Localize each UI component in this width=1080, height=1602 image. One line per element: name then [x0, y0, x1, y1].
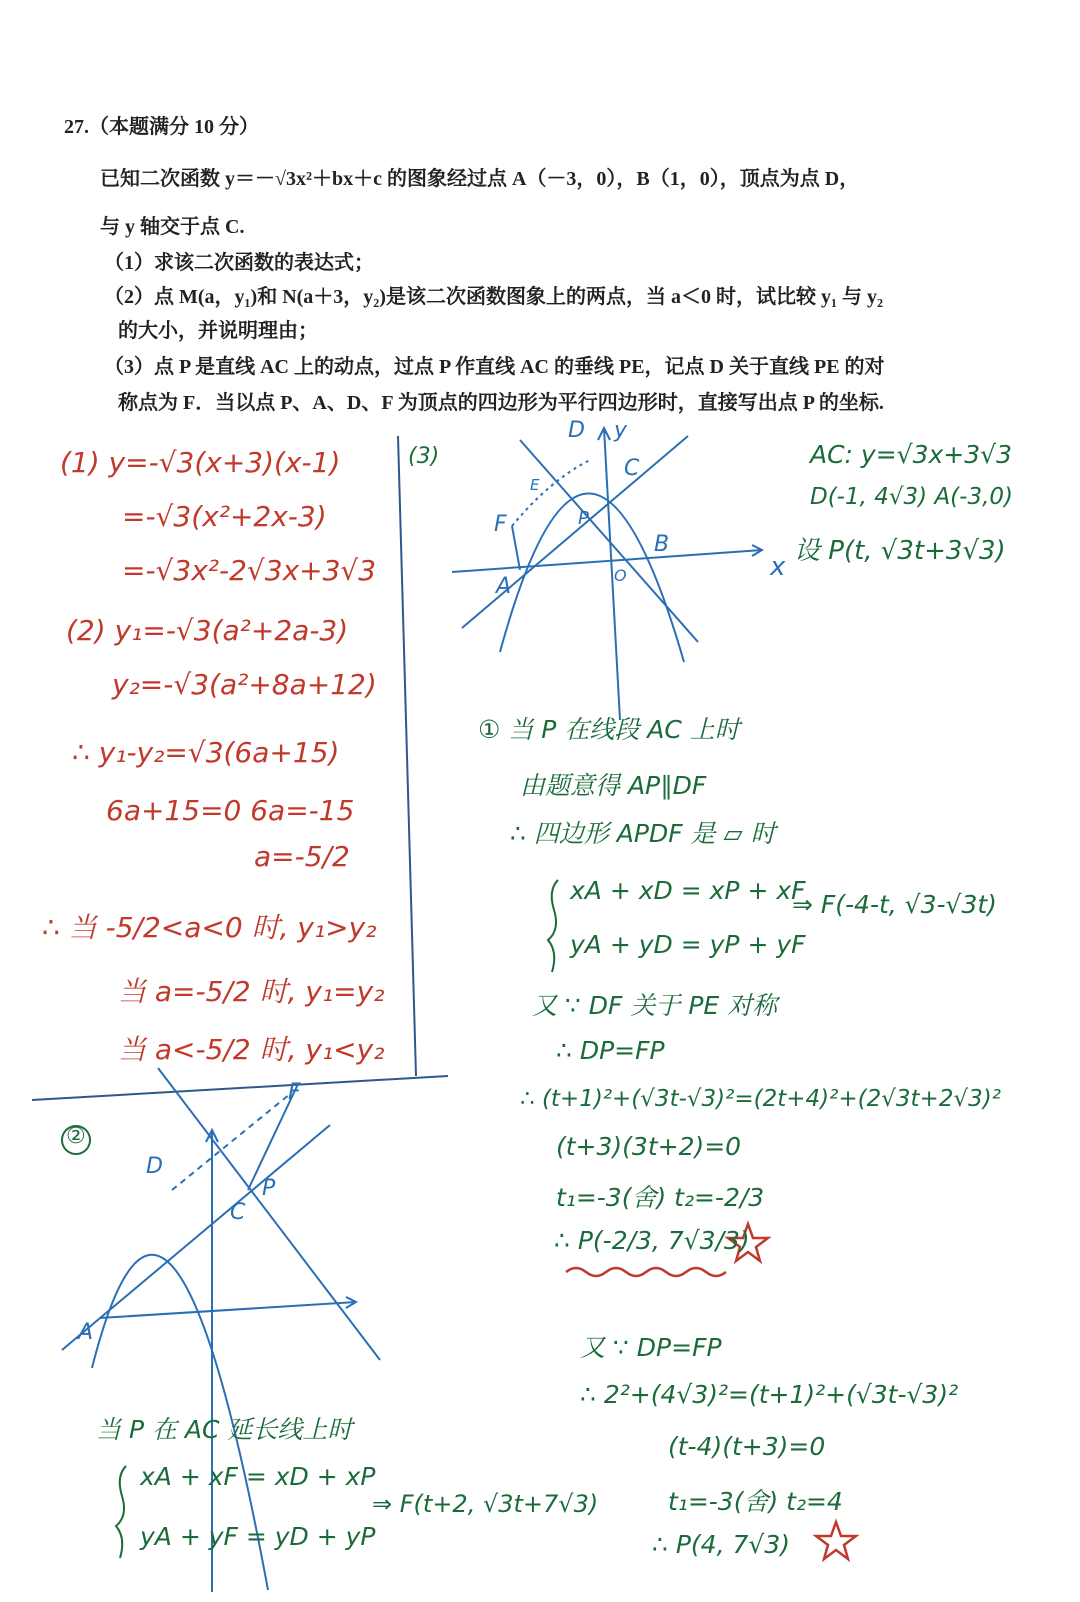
green-d5: ∴ P(4, 7√3) [652, 1530, 790, 1559]
green-c12: ∴ P(-2/3, 7√3/3) [554, 1226, 750, 1255]
label-f-2: F [288, 1080, 301, 1105]
green-da: D(-1, 4√3) A(-3,0) [810, 484, 1014, 510]
red-line-7: 6a+15=0 6a=-15 [106, 794, 355, 827]
label-c: C [624, 456, 640, 481]
label-b: B [654, 532, 670, 557]
star-icon-2 [816, 1522, 856, 1559]
horizontal-divider [32, 1076, 448, 1100]
question-1: （1）求该二次函数的表达式； [104, 252, 374, 274]
green-c5: yA + yD = yP + yF [570, 930, 806, 959]
label-e: E [530, 476, 540, 494]
case-2-label: ② [66, 1124, 86, 1149]
label-a-2: A [78, 1320, 94, 1345]
label-y: y [614, 418, 628, 443]
red-line-2: =-√3(x²+2x-3) [122, 500, 327, 533]
green-d1: 又 ∵ DP=FP [580, 1333, 722, 1362]
label-p-2: P [262, 1176, 276, 1201]
green-c7: 又 ∵ DF 关于 PE 对称 [532, 991, 778, 1020]
red-line-10: 当 a=-5/2 时, y₁=y₂ [118, 975, 385, 1008]
problem-line-1: 已知二次函数 y＝－√3x²＋bx＋c 的图象经过点 A（－3，0），B（1，0），顶点为点 D， [100, 168, 860, 190]
green-e1: 当 P 在 AC 延长线上时 [96, 1415, 353, 1444]
green-c9: ∴ (t+1)²+(√3t-√3)²=(2t+4)²+(2√3t+2√3)² [520, 1086, 1001, 1112]
green-setp: 设 P(t, √3t+3√3) [794, 536, 1006, 566]
green-c11: t₁=-3(舍) t₂=-2/3 [556, 1183, 765, 1212]
brace-icon [548, 880, 558, 972]
part-3-label: (3) [408, 444, 440, 469]
brace-icon-2 [116, 1466, 126, 1558]
green-d2: ∴ 2²+(4√3)²=(t+1)²+(√3t-√3)² [580, 1380, 959, 1409]
red-line-8: a=-5/2 [254, 840, 350, 873]
label-a: A [496, 574, 512, 599]
label-f: F [494, 512, 507, 537]
question-2-line-1: （2）点 M(a，y₁)和 N(a＋3，y₂)是该二次函数图象上的两点，当 a＜0 时，试比较 y₁ 与 y₂ [104, 286, 883, 308]
answer-underline [566, 1268, 726, 1276]
bottom-x-axis [100, 1302, 356, 1318]
problem-number-text: 27. [64, 116, 89, 138]
green-d3: (t-4)(t+3)=0 [668, 1432, 826, 1461]
green-e3: yA + yF = yD + yP [140, 1522, 376, 1551]
red-line-11: 当 a<-5/2 时, y₁<y₂ [118, 1033, 385, 1066]
green-c6: ⇒ F(-4-t, √3-√3t) [792, 890, 997, 919]
question-2-line-2: 的大小，并说明理由； [118, 320, 318, 342]
red-line-6: ∴ y₁-y₂=√3(6a+15) [72, 736, 340, 769]
line-pe [520, 440, 698, 642]
label-x: x [770, 552, 786, 582]
label-c-2: C [230, 1200, 246, 1225]
green-c2: 由题意得 AP∥DF [520, 771, 707, 800]
red-line-5: y₂=-√3(a²+8a+12) [112, 668, 377, 701]
problem-line-2: 与 y 轴交于点 C. [100, 216, 245, 238]
red-line-9: ∴ 当 -5/2<a<0 时, y₁>y₂ [42, 911, 377, 944]
green-case-1: ① 当 P 在线段 AC 上时 [478, 715, 740, 744]
green-c3: ∴ 四边形 APDF 是 ▱ 时 [510, 819, 776, 848]
green-e4: ⇒ F(t+2, √3t+7√3) [372, 1490, 599, 1518]
bottom-line-ac [62, 1125, 330, 1350]
green-d4: t₁=-3(舍) t₂=4 [668, 1487, 843, 1516]
problem-score: （本题满分 10 分） [89, 116, 259, 138]
label-o: O [614, 566, 627, 585]
question-3-line-1: （3）点 P 是直线 AC 上的动点，过点 P 作直线 AC 的垂线 PE，记点 D 关于直线 PE 的对 [104, 356, 885, 378]
label-d-2: D [146, 1154, 163, 1179]
question-3-line-2: 称点为 F．当以点 P、A、D、F 为顶点的四边形为平行四边形时，直接写出点 P 的坐标. [118, 392, 884, 414]
green-e2: xA + xF = xD + xP [140, 1462, 376, 1491]
green-c8: ∴ DP=FP [556, 1036, 665, 1065]
bottom-graph [62, 1068, 380, 1592]
label-p: P [578, 508, 589, 529]
green-ac: AC: y=√3x+3√3 [810, 440, 1012, 469]
segment-fa [512, 526, 520, 570]
vertical-divider [398, 436, 416, 1076]
red-line-4: (2) y₁=-√3(a²+2a-3) [66, 614, 349, 647]
red-line-3: =-√3x²-2√3x+3√3 [122, 554, 377, 587]
green-c4: xA + xD = xP + xF [570, 876, 806, 905]
top-x-axis [452, 550, 762, 572]
red-line-1: (1) y=-√3(x+3)(x-1) [60, 446, 341, 479]
green-c10: (t+3)(3t+2)=0 [556, 1132, 742, 1161]
label-d: D [568, 418, 585, 443]
